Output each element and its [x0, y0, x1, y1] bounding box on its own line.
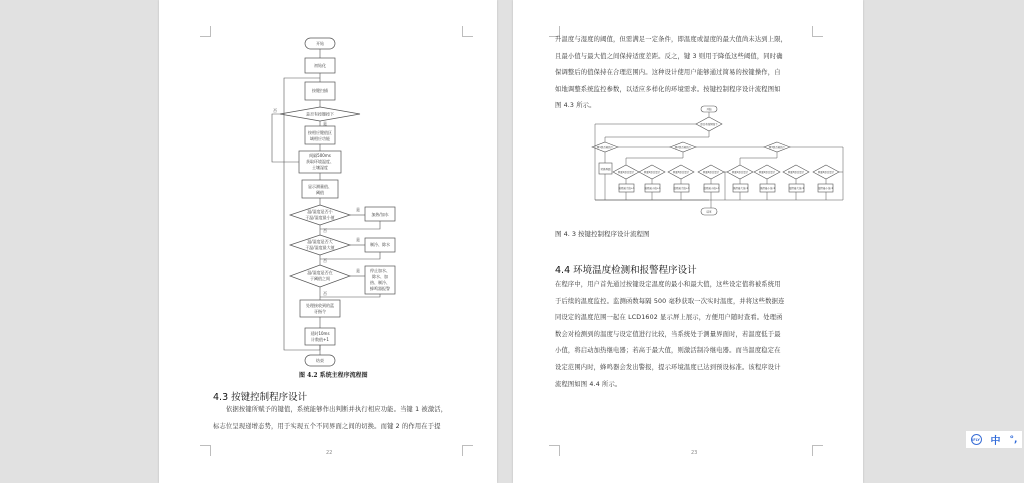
margin-mark-bottom-left: [549, 445, 560, 456]
paragraph-line: 如地调整系统监控参数，以适应多样化的环境需求。按键控制程序设计流程图如: [555, 85, 781, 93]
svg-text:蜂鸣器报警: 蜂鸣器报警: [370, 286, 390, 291]
svg-text:界面1是否显示: 界面1是否显示: [617, 171, 635, 174]
document-page-right: [513, 0, 863, 483]
svg-text:界面2是否显示: 界面2是否显示: [643, 171, 661, 174]
svg-text:停止加水、: 停止加水、: [370, 268, 390, 273]
paragraph-4-4: [555, 277, 817, 393]
svg-text:牙指令: 牙指令: [314, 309, 326, 314]
svg-text:界面4是否显示: 界面4是否显示: [817, 171, 835, 174]
margin-mark-bottom-right: [462, 445, 473, 456]
svg-text:延时10ms: 延时10ms: [310, 331, 330, 336]
svg-text:否: 否: [323, 291, 327, 296]
svg-text:界面3是否显示: 界面3是否显示: [672, 171, 690, 174]
svg-text:键3是否被按下: 键3是否被按下: [768, 146, 786, 149]
paragraph-line: 且最小值与最大值之间保持适度差距。反之，键 3 则用于降低这些阈值，同时确: [555, 52, 783, 60]
svg-text:否: 否: [323, 228, 327, 233]
key-control-flowchart: [513, 0, 863, 230]
svg-text:制冷、除水: 制冷、除水: [370, 242, 390, 247]
svg-text:是: 是: [356, 268, 360, 273]
svg-text:湿度最大值-1: 湿度最大值-1: [789, 187, 804, 190]
paragraph-line: 标志位呈现递增态势，用于实现五个不同界面之间的切换。而键 2 的作用在于提: [213, 422, 441, 430]
svg-text:是否有按键按下: 是否有按键按下: [306, 111, 334, 117]
svg-text:键1是否被按下: 键1是否被按下: [596, 146, 614, 149]
paragraph-line: 数会对检测到的温度与设定值进行比较，当系统处于测量界面时，若温度低于最: [555, 330, 781, 338]
paragraph-line: 于后续的温度监控。监测函数每隔 500 毫秒获取一次实时温度，并将这些数据连: [555, 297, 785, 305]
paragraph-line: 同设定的温度范围一起在 LCD1602 显示屏上展示，方便用户随时查看。处理函: [555, 314, 783, 322]
paragraph-4-3: [213, 402, 463, 435]
svg-text:温/湿度是否小: 温/湿度是否小: [307, 209, 333, 214]
svg-text:温度最大值+1: 温度最大值+1: [618, 187, 635, 190]
paragraph-line: 流程图如图 4.4 所示。: [555, 380, 622, 388]
section-heading-4-4: 4.4 环境温度检测和报警程序设计: [555, 265, 697, 276]
svg-text:按相应键值区: 按相应键值区: [308, 130, 332, 135]
svg-text:结束: 结束: [706, 210, 712, 214]
paragraph-line: 小值，将启动加热继电器；若高于最大值，则激活制冷继电器。而当温度稳定在: [555, 347, 781, 355]
svg-text:加热/加水: 加热/加水: [371, 212, 389, 217]
svg-text:温/湿度是否大: 温/湿度是否大: [307, 239, 333, 244]
svg-text:获取环境温度、: 获取环境温度、: [306, 159, 334, 164]
document-page-left: [159, 0, 497, 483]
margin-mark-bottom-right: [812, 445, 823, 456]
paragraph-line: 设定范围内时，蜂鸣器会发出警报，提示环境温度已达到预设标准。该程序设计: [555, 363, 781, 371]
paragraph-line: 升温度与湿度的阈值，但需满足一定条件，即温度或湿度的最大值尚未达到上限，: [555, 36, 788, 43]
ime-punctuation-toggle[interactable]: °,: [1009, 434, 1018, 445]
svg-text:湿度最小值+1: 湿度最小值+1: [703, 187, 720, 190]
figure-caption-4-2: 图 4.2 系统主程序流程图: [299, 372, 368, 379]
svg-text:土壤湿度: 土壤湿度: [312, 165, 328, 170]
svg-text:界面3是否显示: 界面3是否显示: [787, 171, 805, 174]
page-number: 22: [326, 450, 333, 456]
page-number: 23: [691, 450, 698, 456]
svg-text:界面1是否显示: 界面1是否显示: [731, 171, 749, 174]
paragraph-line: 图 4.3 所示。: [555, 102, 596, 110]
svg-text:间隔500ms: 间隔500ms: [309, 153, 331, 158]
svg-text:于温/湿度最大值: 于温/湿度最大值: [305, 245, 335, 250]
ime-toolbar[interactable]: [966, 431, 1022, 448]
svg-text:温/湿度是否在: 温/湿度是否在: [307, 270, 333, 275]
svg-text:温度最小值+1: 温度最小值+1: [644, 187, 661, 190]
svg-text:键2是否被按下: 键2是否被按下: [674, 146, 692, 149]
svg-text:处理接收到的蓝: 处理接收到的蓝: [306, 303, 334, 308]
svg-text:湿度最小值-1: 湿度最小值-1: [818, 187, 833, 190]
svg-text:显示测量值、: 显示测量值、: [308, 184, 332, 189]
ime-language-toggle[interactable]: 中: [990, 436, 1001, 447]
svg-text:除水、加: 除水、加: [372, 274, 388, 279]
svg-text:温度最小值-1: 温度最小值-1: [760, 187, 775, 190]
main-program-flowchart: [159, 0, 497, 380]
svg-text:界面4是否显示: 界面4是否显示: [702, 171, 720, 174]
svg-text:切换界面: 切换界面: [600, 168, 611, 171]
svg-text:是: 是: [356, 207, 360, 212]
svg-text:是: 是: [356, 237, 360, 242]
svg-text:湿度最大值+1: 湿度最大值+1: [673, 187, 690, 190]
svg-text:按键扫描: 按键扫描: [312, 88, 328, 93]
figure-caption-4-3: 图 4. 3 按键控制程序设计流程图: [555, 230, 650, 238]
paragraph-line: 保调整后的值保持在合理范围内。这种设计使用户能够通过简易的按键操作，自: [555, 69, 781, 77]
svg-text:于阈值之间: 于阈值之间: [310, 276, 330, 281]
svg-text:域相应功能: 域相应功能: [310, 136, 330, 141]
svg-text:温度最大值-1: 温度最大值-1: [733, 187, 748, 190]
ime-logo-icon[interactable]: iFLY: [971, 434, 982, 445]
svg-text:是否有按键按下: 是否有按键按下: [700, 123, 718, 126]
svg-text:初始化: 初始化: [314, 63, 326, 68]
section-heading-4-3: 4.3 按键控制程序设计: [213, 392, 308, 403]
margin-mark-bottom-left: [200, 445, 211, 456]
svg-text:是: 是: [323, 121, 327, 126]
svg-text:热、制冷、: 热、制冷、: [370, 280, 390, 285]
svg-text:开始: 开始: [316, 41, 324, 46]
svg-text:否: 否: [273, 108, 277, 113]
svg-text:阈值: 阈值: [316, 190, 324, 195]
paragraph-line: 在程序中，用户首先通过按键设定温度的最小和最大值，这些设定值将被系统用: [555, 281, 781, 288]
svg-text:否: 否: [323, 258, 327, 263]
paragraph-line: 依据按键所赋予的键值，系统能够作出判断并执行相应功能。当键 1 被激活，: [226, 406, 448, 413]
svg-text:计数值+1: 计数值+1: [311, 337, 329, 342]
svg-text:结束: 结束: [316, 358, 324, 363]
svg-text:界面2是否显示: 界面2是否显示: [758, 171, 776, 174]
svg-text:于温/湿度最小值: 于温/湿度最小值: [305, 215, 335, 220]
svg-text:开始: 开始: [706, 108, 712, 111]
